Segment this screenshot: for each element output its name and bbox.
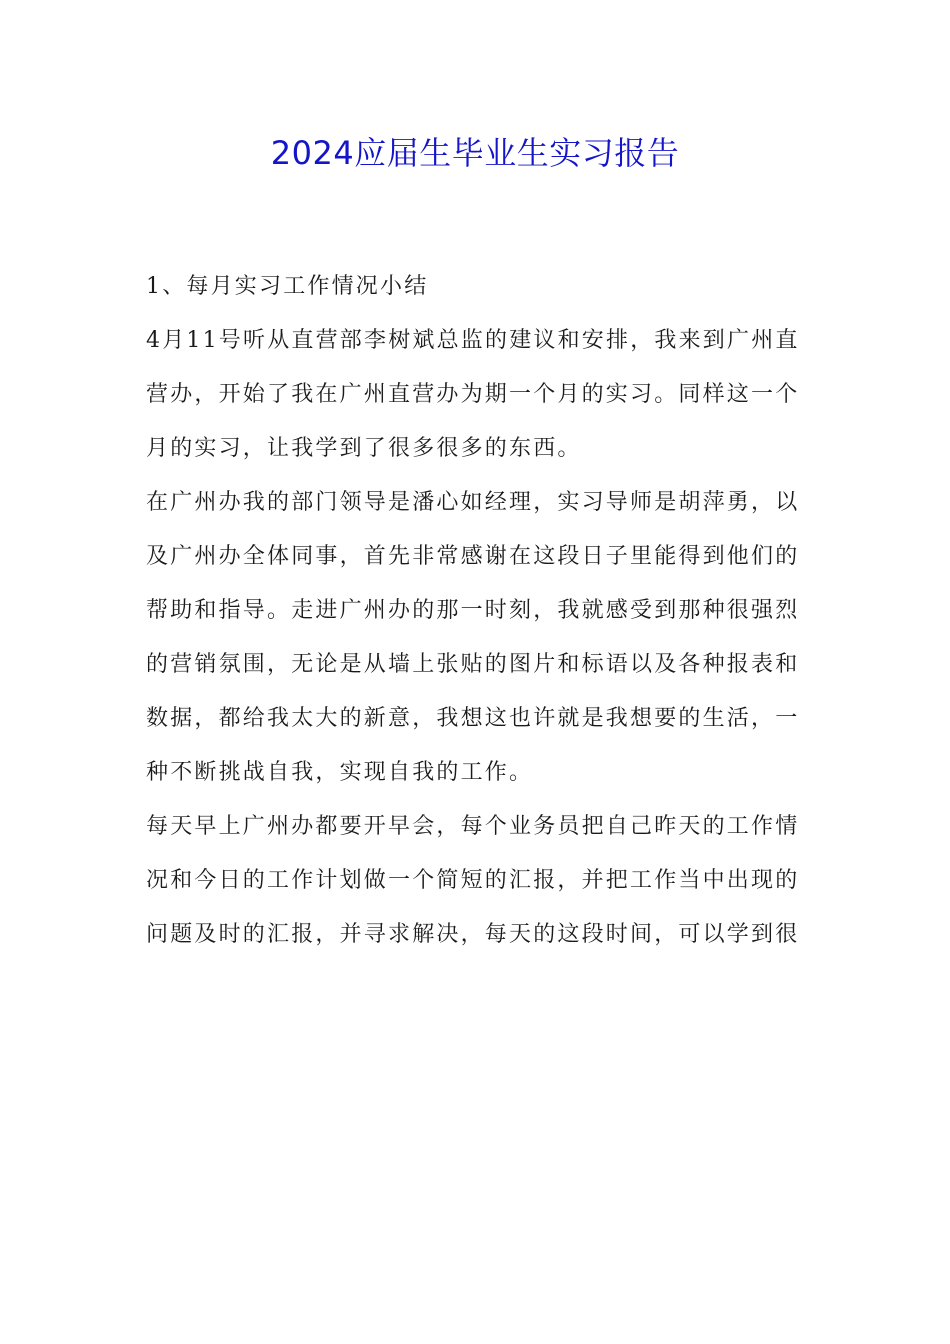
section-heading: 1、每月实习工作情况小结 bbox=[146, 274, 429, 299]
paragraph-line: 况和今日的工作计划做一个简短的汇报，并把工作当中出现的 bbox=[146, 868, 800, 893]
paragraph-line: 问题及时的汇报，并寻求解决，每天的这段时间，可以学到很 bbox=[146, 922, 800, 947]
paragraph-line: 在广州办我的部门领导是潘心如经理，实习导师是胡萍勇，以 bbox=[146, 490, 800, 515]
document-title: 2024应届生毕业生实习报告 bbox=[270, 134, 680, 172]
paragraph-line: 种不断挑战自我，实现自我的工作。 bbox=[146, 760, 534, 785]
paragraph-line: 4月11号听从直营部李树斌总监的建议和安排，我来到广州直 bbox=[146, 328, 800, 353]
paragraph-line: 数据，都给我太大的新意，我想这也许就是我想要的生活，一 bbox=[146, 706, 800, 731]
paragraph-line: 帮助和指导。走进广州办的那一时刻，我就感受到那种很强烈 bbox=[146, 598, 800, 623]
paragraph-line: 每天早上广州办都要开早会，每个业务员把自己昨天的工作情 bbox=[146, 814, 800, 839]
paragraph-line: 营办，开始了我在广州直营办为期一个月的实习。同样这一个 bbox=[146, 382, 800, 407]
paragraph-line: 月的实习，让我学到了很多很多的东西。 bbox=[146, 436, 582, 461]
paragraph-line: 的营销氛围，无论是从墙上张贴的图片和标语以及各种报表和 bbox=[146, 652, 800, 677]
paragraph-line: 及广州办全体同事，首先非常感谢在这段日子里能得到他们的 bbox=[146, 544, 800, 569]
document-body bbox=[146, 260, 806, 962]
